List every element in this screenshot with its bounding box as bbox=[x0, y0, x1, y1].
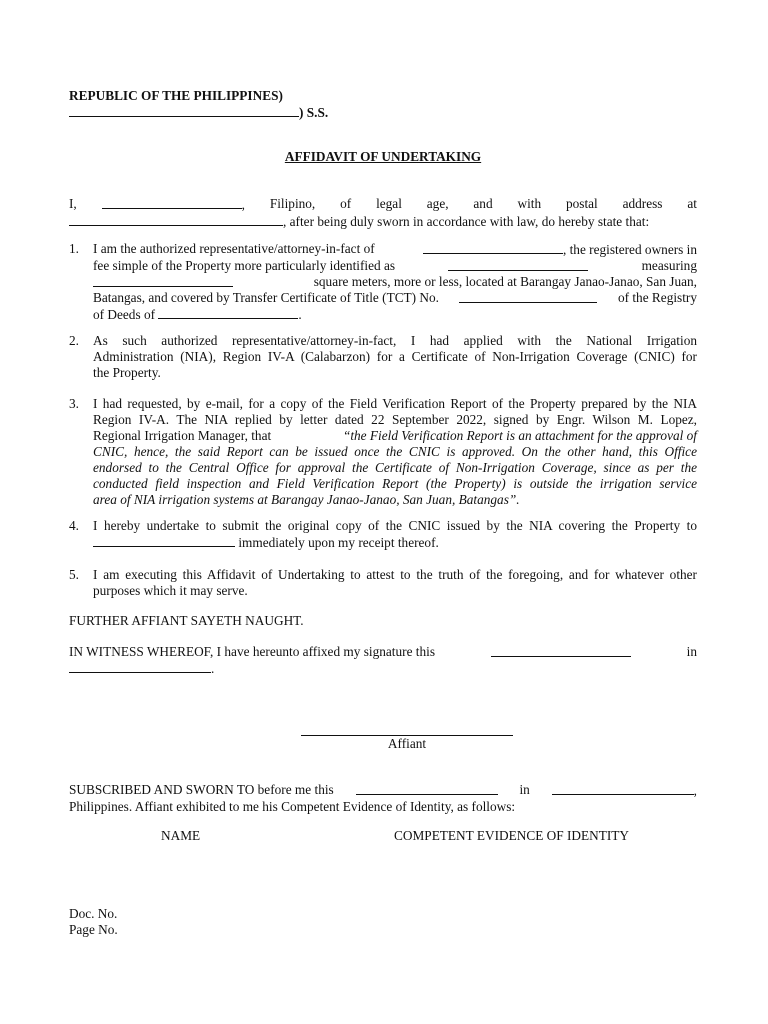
signature-date-blank bbox=[491, 644, 631, 657]
property-id-blank bbox=[448, 258, 588, 271]
affiant-signature-line bbox=[301, 721, 513, 736]
further-affiant-line: FURTHER AFFIANT SAYETH NAUGHT. bbox=[69, 613, 304, 628]
intro-paragraph: I, , Filipino, of legal age, and with postal address at , after being duly sworn in accordance with law, do hereby state that: bbox=[69, 196, 697, 229]
document-title: AFFIDAVIT OF UNDERTAKING bbox=[284, 149, 482, 164]
list-item-2: 2. As such authorized representative/attorney-in-fact, I had applied with the National Irrigation Administration (NIA), Region IV-A (Calabarzon) for a Certificate of Non-Irrigation Coverage (CNIC) for the Property. bbox=[69, 333, 697, 380]
jurat-paragraph: SUBSCRIBED AND SWORN TO before me this in , Philippines. Affiant exhibited to me his Competent Evidence of Identity, as follows: bbox=[69, 782, 697, 814]
page-no: Page No. bbox=[69, 922, 118, 937]
header-ss: ) S.S. bbox=[69, 104, 697, 121]
sworn-date-blank bbox=[356, 782, 498, 795]
list-item-4: 4. I hereby undertake to submit the original copy of the CNIC issued by the NIA covering the Property to immediately upon my receipt thereof. bbox=[69, 518, 697, 550]
affiant-name-blank bbox=[102, 196, 242, 209]
recipient-blank bbox=[93, 534, 235, 547]
tct-number-blank bbox=[459, 290, 597, 303]
area-blank bbox=[93, 274, 233, 287]
witness-paragraph: IN WITNESS WHEREOF, I have hereunto affixed my signature this in . bbox=[69, 644, 697, 676]
address-blank bbox=[69, 213, 283, 226]
signature-place-blank bbox=[69, 660, 211, 673]
registry-blank bbox=[158, 306, 298, 319]
notarial-footer bbox=[69, 906, 697, 938]
header-republic: REPUBLIC OF THE PHILIPPINES) bbox=[69, 88, 283, 103]
list-item-1: 1. I am the authorized representative/attorney-in-fact of , the registered owners in fee simple of the Property more particularly identified as measuring square meters, more or less, located at Barangay Janao-Janao, San Juan, Batangas, and covered by Transfer Certificate of Title (TCT) No. of the Registry of Deeds of . bbox=[69, 241, 697, 322]
header bbox=[69, 88, 697, 121]
list-item-3: 3. I had requested, by e-mail, for a copy of the Field Verification Report of the Property prepared by the NIA Region IV-A. The NIA replied by letter dated 22 September 2022, signed by Engr. Wilson M. Lopez, Regional Irrigation Manager, that “the Field Verification Report is an attachment for the approval of CNIC, hence, the said Report can be issued once the CNIC is approved. On the other hand, this Office endorsed to the Central Office for approval the Certificate of Non-Irrigation Coverage, since as per the conducted field inspection and Field Verification Report (the Property) is outside the irrigation service area of NIA irrigation systems at Barangay Janao-Janao, San Juan, Batangas”. bbox=[69, 396, 697, 507]
sworn-place-blank bbox=[552, 782, 694, 795]
principal-blank bbox=[423, 241, 563, 254]
affiant-label: Affiant bbox=[387, 736, 427, 751]
list-item-5: 5. I am executing this Affidavit of Undertaking to attest to the truth of the foregoing, and for whatever other purposes which it may serve. bbox=[69, 567, 697, 598]
column-header-name: NAME bbox=[161, 828, 201, 843]
venue-blank bbox=[69, 104, 299, 117]
column-header-evidence: COMPETENT EVIDENCE OF IDENTITY bbox=[394, 828, 630, 843]
doc-no: Doc. No. bbox=[69, 906, 118, 921]
